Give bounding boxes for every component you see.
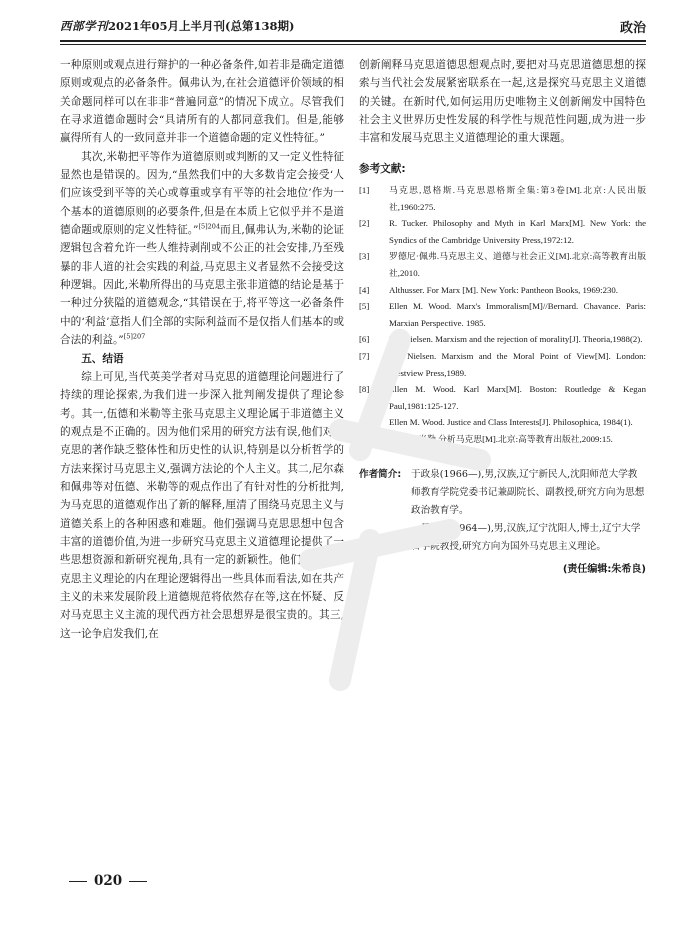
reference-number: [5]: [359, 301, 370, 312]
footnote-marker: [5]204: [198, 222, 221, 231]
body-paragraph: 创新阐释马克思道德思想观点时,要把对马克思道德思想的探索与当代社会发展紧密联系在一起,这是探究马克思主义道德的关键。在新时代,如何运用历史唯物主义创新阐发中国特色社会主义世界历史性发展的科学性与规范性问题,成为进一步丰富和发展马克思主义道德理论的重大课题。: [359, 59, 646, 145]
header-rule-thin: [60, 44, 646, 45]
author-bio-label: 作者简介:: [359, 468, 402, 480]
reference-number: [3]: [359, 251, 370, 262]
reference-text: 马克思,恩格斯.马克思恩格斯全集:第3卷[M].北京:人民出版社,1960:275.: [389, 185, 646, 212]
reference-number: [4]: [359, 284, 370, 295]
responsible-editor: (责任编辑:朱希良): [562, 563, 646, 575]
body-paragraph: 综上可见,当代英美学者对马克思的道德理论问题进行了持续的理论探索,为我们进一步深入批判阐发提供了理论参考。其一,伍德和米勒等主张马克思主义理论属于非道德主义的观点是不正确的。因为他们采用的研究方法有误,他们对马克思的著作缺乏整体性和历史性的认识,特别是以分析哲学的方法来探讨马克思主义,强调方法论的个人主义。其二,尼尔森和佩弗等对伍德、米勒等的观点作出了有针对性的分析批判,为马克思的道德观作出了新的解释,厘清了围绕马克思主义与道德关系上的各种困惑和难题。他们强调马克思思想中包含丰富的道德价值,为进一步研究马克思主义道德理论提供了一些思想资源和新研究视角,具有一定的新颖性。他们还循着马克思主义理论的内在理论逻辑得出一些具体而看法,如在共产主义的未来发展阶段上道德规范将依然存在等,这在怀疑、反对马克思主义主流的现代西方社会思想界是很宝贵的。其三,这一论争启发我们,在: [60, 370, 344, 640]
left-column: [60, 56, 344, 643]
issue-info: 2021年05月上半月刊(总第138期): [108, 19, 295, 33]
header-rule-thick: [60, 40, 646, 42]
reference-number: [10]: [359, 433, 374, 444]
reference-number: [8]: [359, 384, 370, 395]
author-bio: [359, 466, 646, 557]
reference-item: [359, 414, 646, 431]
reference-item: [359, 215, 646, 248]
reference-item: [359, 381, 646, 414]
reference-item: [359, 248, 646, 281]
reference-text: Althusser. For Marx [M]. New York: Pantheon Books, 1969:230.: [389, 284, 618, 295]
reference-item: [359, 282, 646, 299]
page-header: [60, 18, 646, 40]
body-paragraph: 一种原则或观点进行辩护的一种必备条件,如若非是确定道德原则或观点的必备条件。佩弗认为,在社会道德评价领域的相关命题同样可以在非非“普遍同意”的情况下成立。尽管我们在寻求道德命题时会“具请所有的人都同意我们。但是,能够赢得所有人的一致同意并非一个道德命题的定义性特征。”: [60, 59, 344, 145]
reference-item: [359, 298, 646, 331]
author-bio-entry: 于政泉(1966—),男,汉族,辽宁新民人,沈阳师范大学教师教育学院党委书记兼副院长、副教授,研究方向为思想政治教育学。: [411, 468, 645, 516]
reference-number: [1]: [359, 185, 370, 196]
header-journal-info: [60, 18, 294, 34]
reference-item: [359, 348, 646, 381]
paragraph-text: 其次,米勒把平等作为道德原则或判断的又一定义性特征显然也是错误的。因为,“虽然我们中的大多数肯定会接受‘人们应该受到平等的关心或尊重或享有平等的社会地位’作为一个基本的道德原则的必要条件,但是在本质上它似乎并不是道德命题或原则的定义性特征。”: [60, 150, 344, 237]
author-bio-body: [359, 466, 646, 557]
reference-text: Ellen M. Wood. Marx's Immoralism[M]//Bernard. Chavance. Paris: Marxian Perspective. 1985.: [389, 301, 646, 328]
reference-item: [359, 331, 646, 348]
body-paragraph: [60, 148, 344, 350]
page-number-text: 020: [94, 873, 123, 889]
section-label: 政治: [619, 21, 646, 36]
reference-text: Kai Nielsen. Marxism and the Moral Point of View[M]. London: Westview Press,1989.: [389, 351, 646, 378]
paragraph-text: 而且,佩弗认为,米勒的论证逻辑包含着允许一些人维持剥削或不公正的社会安排,乃至残暴的非人道的社会实践的利益,马克思主义者显然不会接受这种逻辑。因此,米勒所得出的马克思主张非道德的结论是基于一种过分狭隘的道德观念,“其错误在于,将平等这一必备条件中的‘利益’意指人们全部的实际利益而不是仅指人们基本的或合法的利益。”: [60, 224, 344, 347]
reference-number: [9]: [359, 417, 370, 428]
reference-text: 理查德·米勒.分析马克思[M].北京:高等教育出版社,2009:15.: [389, 433, 613, 444]
reference-item: [359, 182, 646, 215]
journal-title: 西部学刊: [60, 19, 108, 33]
reference-text: Kai Nielsen. Marxism and the rejection of morality[J]. Theoria,1988(2).: [389, 334, 643, 345]
reference-text: R. Tucker. Philosophy and Myth in Karl Marx[M]. New York: the Syndics of the Cambridge University Press,1972:12.: [389, 218, 646, 245]
section-heading: 五、结语: [81, 352, 124, 365]
reference-list: [359, 182, 646, 448]
page-number-dash: [69, 881, 87, 883]
footnote-marker: [5]207: [123, 332, 146, 341]
reference-number: [2]: [359, 218, 370, 229]
page-number: [62, 873, 154, 889]
reference-item: [359, 431, 646, 448]
author-bio-entry: 吕梁山(1964—),男,汉族,辽宁沈阳人,博士,辽宁大学哲学院教授,研究方向为国外马克思主义理论。: [411, 523, 641, 553]
right-column: [359, 56, 646, 579]
reference-number: [6]: [359, 334, 370, 345]
references-heading: 参考文献:: [359, 162, 406, 175]
reference-text: Ellen M. Wood. Karl Marx[M]. Boston: Routledge & Kegan Paul,1981:125-127.: [389, 384, 646, 411]
page-number-dash: [129, 881, 147, 883]
reference-number: [7]: [359, 351, 370, 361]
reference-text: 罗德尼·佩弗.马克思主义、道德与社会正义[M].北京:高等教育出版社,2010.: [389, 251, 646, 279]
reference-text: Ellen M. Wood. Justice and Class Interests[J]. Philosophica, 1984(1).: [389, 417, 633, 428]
